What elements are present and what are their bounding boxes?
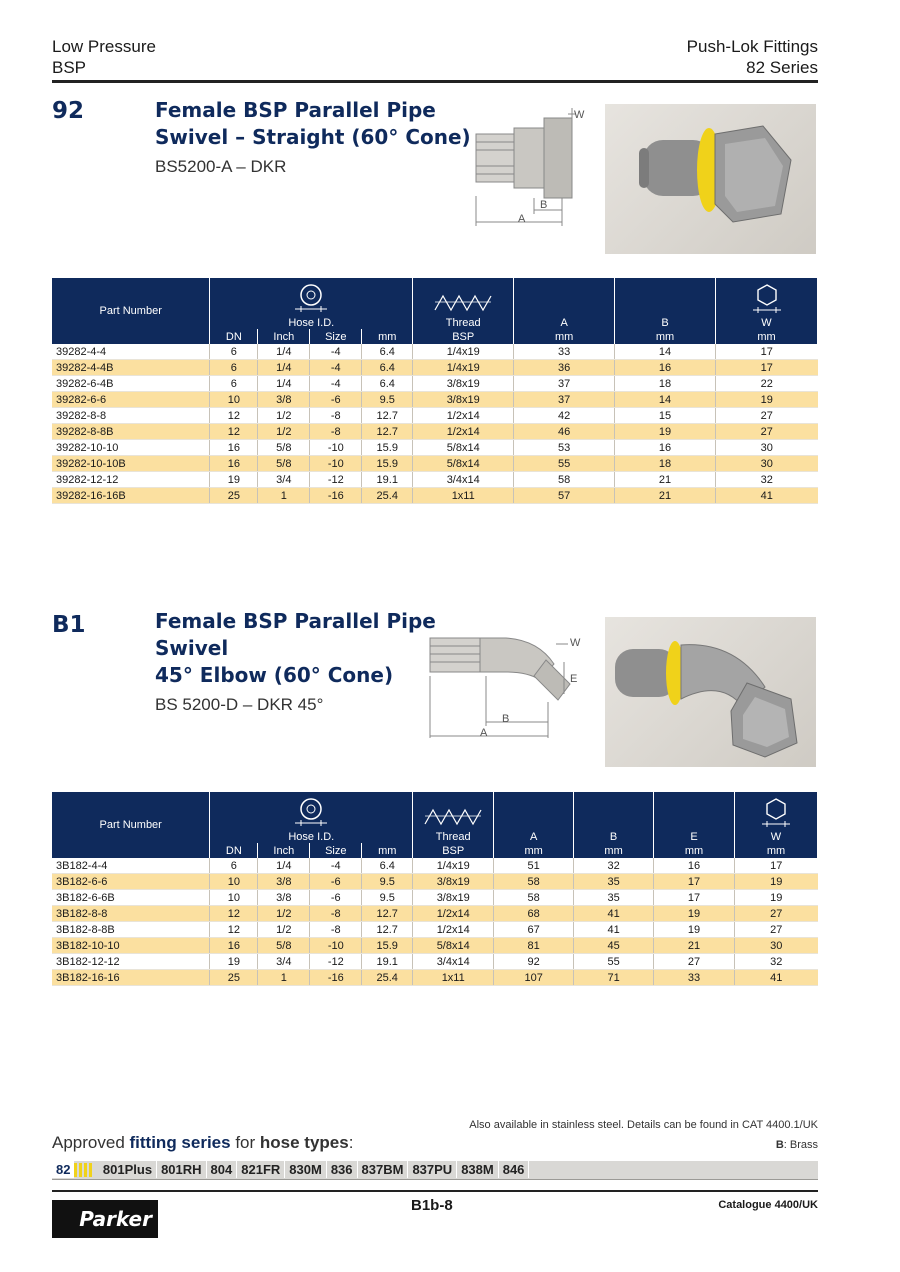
catalogue-ref: Catalogue 4400/UK: [718, 1199, 818, 1211]
table-cell: 14: [615, 344, 716, 360]
table-cell: 9.5: [362, 874, 413, 890]
w-label: W: [761, 317, 772, 329]
table-cell: 16: [210, 456, 258, 472]
table-cell: 68: [494, 906, 574, 922]
table-cell: 1/2x14: [413, 424, 514, 440]
table-cell: 55: [514, 456, 615, 472]
table-cell: 10: [210, 392, 258, 408]
table-cell: 3/8: [258, 890, 310, 906]
hose-id-label: Hose I.D.: [288, 317, 335, 329]
col-hose-id: [210, 792, 413, 843]
section2-fitting-photo: [605, 617, 816, 767]
hose-id-label: Hose I.D.: [288, 831, 335, 843]
hose-type-item: 801Plus: [99, 1161, 157, 1178]
table-cell: 12: [210, 922, 258, 938]
table-cell: 17: [654, 890, 735, 906]
table-row: [52, 440, 818, 456]
table-cell: 6.4: [362, 360, 413, 376]
col-w: [734, 792, 817, 843]
table-row: [52, 874, 818, 890]
section1-diagram-b-label: B: [540, 199, 548, 211]
table-cell: 32: [716, 472, 818, 488]
unit-inch: Inch: [258, 843, 310, 858]
table-cell: 1/2: [258, 922, 310, 938]
header-rule: [52, 80, 818, 83]
table-cell: 16: [210, 440, 258, 456]
section1-title: [155, 97, 471, 151]
table-cell: 3/4x14: [413, 472, 514, 488]
section1-title-line1: Female BSP Parallel Pipe: [155, 98, 436, 122]
table-row: [52, 408, 818, 424]
part-number-cell: 3B182-10-10: [52, 938, 210, 954]
table-cell: 3/8: [258, 874, 310, 890]
table-cell: 27: [734, 922, 817, 938]
table-cell: -10: [310, 440, 362, 456]
part-number-cell: 39282-12-12: [52, 472, 210, 488]
table-cell: -4: [310, 360, 362, 376]
table-cell: 35: [574, 874, 654, 890]
table-cell: 19: [210, 472, 258, 488]
table-row: [52, 456, 818, 472]
part-number-cell: 39282-8-8: [52, 408, 210, 424]
approved-series-heading: [52, 1133, 353, 1153]
hose-type-item: 846: [499, 1161, 530, 1178]
table-cell: 12: [210, 408, 258, 424]
table-cell: -16: [310, 488, 362, 504]
table-cell: 6: [210, 360, 258, 376]
table-cell: 16: [210, 938, 258, 954]
section2-diagram-e-label: E: [570, 673, 578, 685]
table-cell: -4: [310, 858, 362, 874]
part-number-cell: 3B182-8-8B: [52, 922, 210, 938]
table-cell: 5/8x14: [413, 440, 514, 456]
approved-fitting-series: fitting series: [129, 1133, 231, 1152]
brass-key: B: [775, 1139, 784, 1151]
table-cell: 3/4: [258, 472, 310, 488]
table-cell: 1/2: [258, 408, 310, 424]
brass-label: : Brass: [783, 1139, 818, 1151]
unit-w-mm: mm: [716, 329, 818, 344]
table-cell: 107: [494, 970, 574, 986]
table-cell: 3/4: [258, 954, 310, 970]
section2-diagram-a-label: A: [480, 727, 488, 739]
table-cell: 14: [615, 392, 716, 408]
unit-dn: DN: [210, 843, 258, 858]
table-cell: 12.7: [362, 922, 413, 938]
table-cell: 9.5: [362, 392, 413, 408]
table-cell: 27: [716, 424, 818, 440]
table-cell: 21: [654, 938, 735, 954]
table-cell: 19: [716, 392, 818, 408]
table-cell: 19: [654, 922, 735, 938]
table-row: [52, 360, 818, 376]
section2-title: [155, 608, 436, 689]
table-cell: 1/4: [258, 360, 310, 376]
table-cell: 35: [574, 890, 654, 906]
unit-dn: DN: [210, 329, 258, 344]
thread-label: Thread: [445, 317, 481, 329]
table-cell: 37: [514, 392, 615, 408]
spec-table-straight: [52, 278, 818, 504]
table-cell: 6: [210, 858, 258, 874]
table-row: [52, 488, 818, 504]
table-cell: 19.1: [362, 954, 413, 970]
parker-logo: [52, 1200, 158, 1238]
hose-type-item: 837BM: [358, 1161, 409, 1178]
table-cell: 1/2x14: [413, 408, 514, 424]
table-cell: 21: [615, 488, 716, 504]
table-cell: 67: [494, 922, 574, 938]
table-cell: -6: [310, 392, 362, 408]
table-row: [52, 954, 818, 970]
table-cell: 30: [716, 440, 818, 456]
hose-type-item: 836: [327, 1161, 358, 1178]
part-number-cell: 39282-6-6: [52, 392, 210, 408]
table-row: [52, 392, 818, 408]
series-code-badge: 82: [52, 1161, 74, 1178]
header-left: [52, 36, 156, 78]
thread-profile-icon: [421, 804, 485, 828]
header-right: [687, 36, 818, 78]
section1-fitting-photo: [605, 104, 816, 254]
series-separator: [74, 1163, 94, 1177]
part-number-cell: 3B182-6-6B: [52, 890, 210, 906]
table-cell: 33: [514, 344, 615, 360]
table-cell: 19: [654, 906, 735, 922]
table-cell: -16: [310, 970, 362, 986]
col-w: [716, 278, 818, 329]
table-cell: 41: [574, 906, 654, 922]
hose-type-item: 801RH: [157, 1161, 206, 1178]
unit-bsp: BSP: [413, 843, 494, 858]
table-cell: 19.1: [362, 472, 413, 488]
col-b: B: [615, 278, 716, 329]
part-number-cell: 39282-4-4: [52, 344, 210, 360]
table-cell: 19: [615, 424, 716, 440]
table-cell: 17: [734, 858, 817, 874]
table-cell: 25.4: [362, 970, 413, 986]
section1-diagram-w-label: W: [574, 109, 585, 121]
table-cell: -10: [310, 456, 362, 472]
header-category: Low Pressure: [52, 37, 156, 56]
unit-a-mm: mm: [514, 329, 615, 344]
approved-hose-types: hose types: [259, 1133, 349, 1152]
section1-diagram-a-label: A: [518, 213, 526, 225]
hose-id-circle-icon: [281, 282, 341, 314]
table-row: [52, 890, 818, 906]
table-cell: 12: [210, 906, 258, 922]
table-cell: 3/4x14: [413, 954, 494, 970]
table-cell: -4: [310, 376, 362, 392]
table-cell: 27: [654, 954, 735, 970]
header-series: 82 Series: [746, 58, 818, 77]
section2-title-line2: Swivel: [155, 636, 229, 660]
table-cell: 30: [734, 938, 817, 954]
table-cell: 53: [514, 440, 615, 456]
table-cell: 1/4x19: [413, 858, 494, 874]
thread-label: Thread: [435, 831, 471, 843]
table-row: [52, 472, 818, 488]
unit-inch: Inch: [258, 329, 310, 344]
table-cell: 15.9: [362, 938, 413, 954]
section1-code: 92: [52, 98, 85, 124]
table-cell: 12.7: [362, 408, 413, 424]
section2-title-line1: Female BSP Parallel Pipe: [155, 609, 436, 633]
hose-type-item: 838M: [457, 1161, 499, 1178]
unit-b-mm: mm: [574, 843, 654, 858]
table-cell: 1: [258, 970, 310, 986]
unit-mm: mm: [362, 843, 413, 858]
approved-suffix: :: [348, 1133, 354, 1152]
unit-mm: mm: [362, 329, 413, 344]
table-cell: 55: [574, 954, 654, 970]
table-cell: 10: [210, 890, 258, 906]
section2-standard: BS 5200-D – DKR 45°: [155, 695, 324, 714]
part-number-cell: 3B182-6-6: [52, 874, 210, 890]
table-cell: 16: [615, 440, 716, 456]
hex-nut-icon: [737, 282, 797, 314]
table-cell: 3/8: [258, 392, 310, 408]
table-cell: 1/2x14: [413, 922, 494, 938]
table-row: [52, 424, 818, 440]
table-cell: 6: [210, 376, 258, 392]
table-cell: -10: [310, 938, 362, 954]
col-part-number: Part Number: [52, 792, 210, 858]
part-number-cell: 39282-10-10B: [52, 456, 210, 472]
hose-type-item: 830M: [285, 1161, 327, 1178]
table-cell: -6: [310, 874, 362, 890]
section2-title-line3: 45° Elbow (60° Cone): [155, 663, 394, 687]
section2-code: B1: [52, 612, 86, 638]
footer-rule: [52, 1190, 818, 1192]
table-cell: 1/4x19: [413, 360, 514, 376]
table-cell: 3/8x19: [413, 392, 514, 408]
table-cell: 17: [716, 360, 818, 376]
table-row: [52, 970, 818, 986]
part-number-cell: 39282-16-16B: [52, 488, 210, 504]
unit-bsp: BSP: [413, 329, 514, 344]
table-cell: 3/8x19: [413, 874, 494, 890]
brass-legend: [776, 1139, 818, 1151]
table-cell: 37: [514, 376, 615, 392]
w-label: W: [770, 831, 782, 843]
table-cell: 1: [258, 488, 310, 504]
page-number: B1b-8: [411, 1197, 453, 1214]
table-cell: 17: [654, 874, 735, 890]
table-cell: 5/8: [258, 456, 310, 472]
hose-type-item: 804: [207, 1161, 238, 1178]
table-cell: -12: [310, 472, 362, 488]
table-cell: 5/8: [258, 938, 310, 954]
table-row: [52, 938, 818, 954]
table-cell: 92: [494, 954, 574, 970]
table-cell: 41: [716, 488, 818, 504]
approved-mid: for: [230, 1133, 260, 1152]
table-cell: 1x11: [413, 970, 494, 986]
table-cell: 1/2: [258, 906, 310, 922]
table-cell: 41: [574, 922, 654, 938]
part-number-cell: 3B182-4-4: [52, 858, 210, 874]
col-a: A: [514, 278, 615, 329]
part-number-cell: 3B182-16-16: [52, 970, 210, 986]
table-cell: 41: [734, 970, 817, 986]
unit-b-mm: mm: [615, 329, 716, 344]
table-cell: 71: [574, 970, 654, 986]
col-thread: [413, 792, 494, 843]
section1-standard: BS5200-A – DKR: [155, 157, 287, 176]
table-cell: 27: [716, 408, 818, 424]
unit-a-mm: mm: [494, 843, 574, 858]
table-cell: 6: [210, 344, 258, 360]
table-cell: 3/8x19: [413, 890, 494, 906]
table-cell: 15: [615, 408, 716, 424]
table-cell: 32: [574, 858, 654, 874]
table-cell: 15.9: [362, 440, 413, 456]
hose-type-list: [99, 1161, 530, 1178]
table-cell: 51: [494, 858, 574, 874]
table-cell: 3/8x19: [413, 376, 514, 392]
table-row: [52, 922, 818, 938]
table-cell: 16: [615, 360, 716, 376]
table-cell: 5/8: [258, 440, 310, 456]
table-cell: 12.7: [362, 906, 413, 922]
table-cell: 1/4x19: [413, 344, 514, 360]
table-cell: 30: [716, 456, 818, 472]
hose-id-circle-icon: [281, 796, 341, 828]
table-cell: -4: [310, 344, 362, 360]
header-subcategory: BSP: [52, 58, 87, 77]
table-cell: 25.4: [362, 488, 413, 504]
table-row: [52, 906, 818, 922]
table-cell: 33: [654, 970, 735, 986]
table-row: [52, 344, 818, 360]
table-cell: 10: [210, 874, 258, 890]
table-row: [52, 376, 818, 392]
table-cell: 1x11: [413, 488, 514, 504]
table-cell: 22: [716, 376, 818, 392]
table-cell: 6.4: [362, 344, 413, 360]
part-number-cell: 39282-8-8B: [52, 424, 210, 440]
table-cell: 18: [615, 376, 716, 392]
unit-size: Size: [310, 843, 362, 858]
table-cell: 1/4: [258, 376, 310, 392]
unit-e-mm: mm: [654, 843, 735, 858]
col-part-number: Part Number: [52, 278, 210, 344]
section2-diagram-w-label: W: [570, 637, 581, 649]
table-cell: 25: [210, 488, 258, 504]
stainless-note: Also available in stainless steel. Details can be found in CAT 4400.1/UK: [469, 1119, 818, 1131]
table-cell: 6.4: [362, 858, 413, 874]
col-a: A: [494, 792, 574, 843]
unit-size: Size: [310, 329, 362, 344]
thread-profile-icon: [431, 290, 495, 314]
table-cell: -6: [310, 890, 362, 906]
part-number-cell: 39282-10-10: [52, 440, 210, 456]
table-cell: 25: [210, 970, 258, 986]
table-cell: 16: [654, 858, 735, 874]
table-cell: 5/8x14: [413, 938, 494, 954]
table-cell: 19: [210, 954, 258, 970]
part-number-cell: 3B182-8-8: [52, 906, 210, 922]
table-row: [52, 858, 818, 874]
table-cell: 19: [734, 890, 817, 906]
table-cell: -8: [310, 408, 362, 424]
table-cell: 9.5: [362, 890, 413, 906]
table-cell: 81: [494, 938, 574, 954]
section2-technical-diagram: [428, 632, 590, 742]
col-e: E: [654, 792, 735, 843]
col-thread: [413, 278, 514, 329]
hose-type-item: 837PU: [408, 1161, 457, 1178]
spec-table-elbow: [52, 792, 818, 986]
table-cell: 1/4: [258, 858, 310, 874]
table-cell: 57: [514, 488, 615, 504]
approved-prefix: Approved: [52, 1133, 130, 1152]
table-cell: 6.4: [362, 376, 413, 392]
table-cell: 12: [210, 424, 258, 440]
table-cell: 15.9: [362, 456, 413, 472]
hose-type-bar: [52, 1161, 818, 1180]
table-cell: 5/8x14: [413, 456, 514, 472]
table-cell: 1/4: [258, 344, 310, 360]
header-product-line: Push-Lok Fittings: [686, 37, 818, 56]
table-cell: 42: [514, 408, 615, 424]
unit-w-mm: mm: [734, 843, 817, 858]
table-cell: 58: [494, 874, 574, 890]
table-cell: -12: [310, 954, 362, 970]
section1-title-line2: Swivel – Straight (60° Cone): [155, 125, 471, 149]
table-cell: 58: [494, 890, 574, 906]
table-cell: 17: [716, 344, 818, 360]
table-cell: 1/2: [258, 424, 310, 440]
table-cell: 19: [734, 874, 817, 890]
part-number-cell: 39282-6-4B: [52, 376, 210, 392]
table-cell: 46: [514, 424, 615, 440]
table-cell: 18: [615, 456, 716, 472]
table-cell: 1/2x14: [413, 906, 494, 922]
table-cell: 12.7: [362, 424, 413, 440]
section1-technical-diagram: [468, 104, 590, 228]
part-number-cell: 3B182-12-12: [52, 954, 210, 970]
table-cell: -8: [310, 424, 362, 440]
table-cell: 45: [574, 938, 654, 954]
hose-type-item: 821FR: [237, 1161, 285, 1178]
table-cell: 36: [514, 360, 615, 376]
col-hose-id: [210, 278, 413, 329]
col-b: B: [574, 792, 654, 843]
hex-nut-icon: [746, 796, 806, 828]
table-cell: 27: [734, 906, 817, 922]
section2-diagram-b-label: B: [502, 713, 510, 725]
table-cell: 32: [734, 954, 817, 970]
table-cell: -8: [310, 906, 362, 922]
part-number-cell: 39282-4-4B: [52, 360, 210, 376]
table-cell: -8: [310, 922, 362, 938]
table-cell: 58: [514, 472, 615, 488]
parker-logo-text: Parker: [79, 1207, 152, 1231]
table-cell: 21: [615, 472, 716, 488]
